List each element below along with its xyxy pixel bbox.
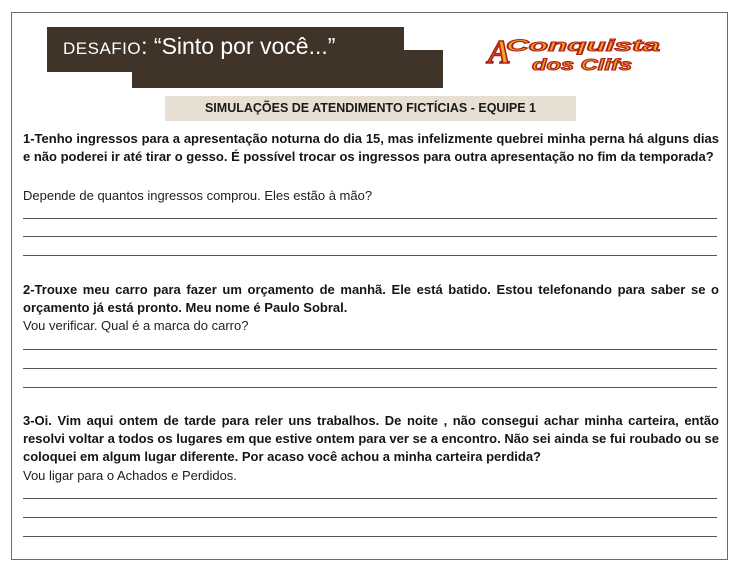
answer-line[interactable] bbox=[23, 498, 717, 499]
question-2: 2-Trouxe meu carro para fazer um orçamento de manhã. Ele está batido. Estou telefonando para saber se o orçamento já está pronto. Meu nome é Paulo Sobral. bbox=[23, 282, 719, 315]
answer-2: Vou verificar. Qual é a marca do carro? bbox=[23, 318, 249, 333]
answer-line[interactable] bbox=[23, 368, 717, 369]
answer-line[interactable] bbox=[23, 236, 717, 237]
header-title-text: “Sinto por você...” bbox=[153, 33, 336, 59]
question-3: 3-Oi. Vim aqui ontem de tarde para reler uns trabalhos. De noite , não consegui achar minha carteira, então resolvi voltar a todos os lugares em que estive ontem para ver se a encontro. Não sei ainda se fui roubado ou se coloquei em algum lugar diferente. Por acaso você achou a minha carteira perdida? bbox=[23, 413, 719, 464]
section-banner: SIMULAÇÕES DE ATENDIMENTO FICTÍCIAS - EQUIPE 1 bbox=[165, 96, 576, 121]
header-label: DESAFIO bbox=[63, 39, 142, 58]
logo bbox=[484, 34, 664, 74]
header-separator: : bbox=[141, 33, 154, 59]
answer-line[interactable] bbox=[23, 517, 717, 518]
answer-line[interactable] bbox=[23, 536, 717, 537]
answer-line[interactable] bbox=[23, 349, 717, 350]
answer-line[interactable] bbox=[23, 387, 717, 388]
logo-line2: dos Clifs bbox=[532, 57, 633, 74]
logo-graphic bbox=[484, 34, 664, 74]
answer-line[interactable] bbox=[23, 218, 717, 219]
answer-1: Depende de quantos ingressos comprou. Eles estão à mão? bbox=[23, 188, 373, 203]
question-1: 1-Tenho ingressos para a apresentação noturna do dia 15, mas infelizmente quebrei minha perna há alguns dias e não poderei ir até tirar o gesso. É possível trocar os ingressos para outra apresentação no fim da temporada? bbox=[23, 131, 719, 164]
header-title bbox=[63, 33, 335, 60]
logo-line1: Conquista bbox=[506, 36, 660, 55]
answer-line[interactable] bbox=[23, 255, 717, 256]
svg-text:A: A bbox=[488, 34, 511, 71]
answer-3: Vou ligar para o Achados e Perdidos. bbox=[23, 468, 237, 483]
